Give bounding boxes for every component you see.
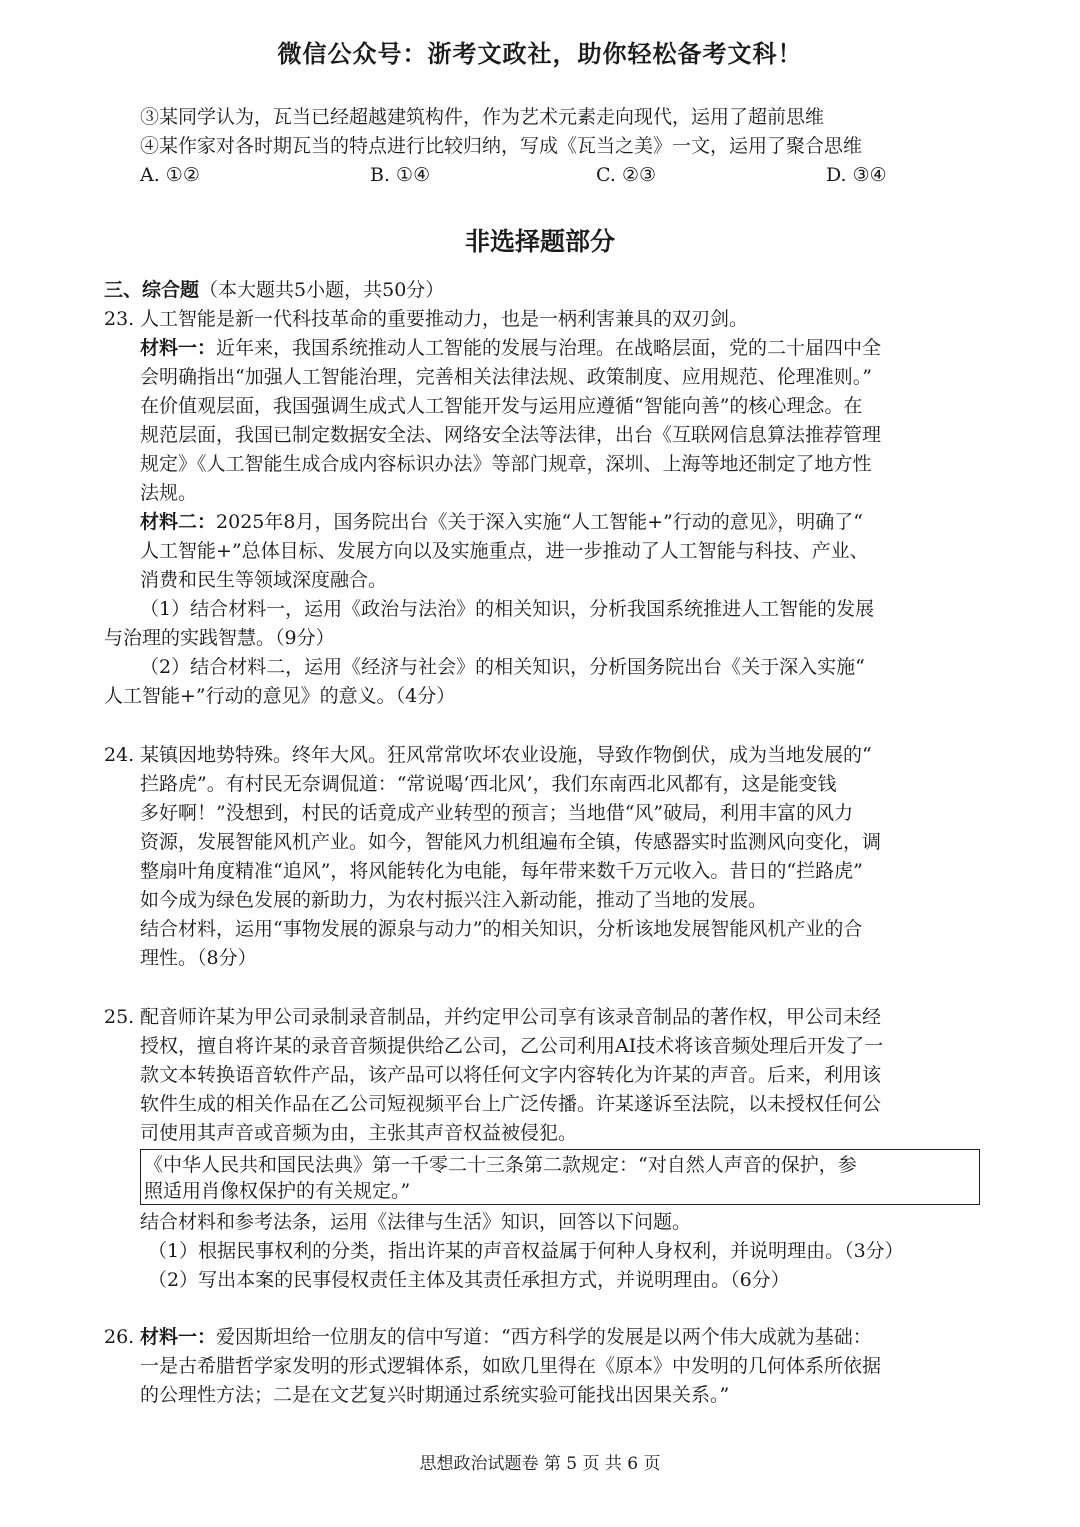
material-label: 材料一： bbox=[140, 1326, 217, 1348]
option-statement-3: ③某同学认为，瓦当已经超越建筑构件，作为艺术元素走向现代，运用了超前思维 bbox=[140, 106, 825, 128]
q25-line: 配音师许某为甲公司录制录音制品，并约定甲公司享有该录音制品的著作权，甲公司未经 bbox=[140, 1006, 882, 1028]
q23-subquestion-2: （2）结合材料二，运用《经济与社会》的相关知识，分析国务院出台《关于深入实施“ bbox=[140, 656, 865, 678]
material-text: 爱因斯坦给一位朋友的信中写道：“西方科学的发展是以两个伟大成就为基础： bbox=[216, 1326, 872, 1348]
q26-material1-line bbox=[140, 1323, 872, 1352]
page-header: 微信公众号：浙考文政社，助你轻松备考文科！ bbox=[277, 39, 803, 68]
material-text: 近年来，我国系统推动人工智能的发展与治理。在战略层面，党的二十届四中全 bbox=[216, 337, 882, 359]
q23-material2-line bbox=[140, 508, 863, 537]
q23-subquestion-1-cont: 与治理的实践智慧。（9分） bbox=[104, 627, 335, 649]
material-label: 材料二： bbox=[140, 511, 217, 533]
q23-material1-line: 会明确指出“加强人工智能治理，完善相关法律法规、政策制度、应用规范、伦理准则。” bbox=[140, 366, 872, 388]
q24-line: 结合材料，运用“事物发展的源泉与动力”的相关知识，分析该地发展智能风机产业的合 bbox=[140, 918, 863, 940]
q25-line: 款文本转换语音软件产品，该产品可以将任何文字内容转化为许某的声音。后来，利用该 bbox=[140, 1064, 882, 1086]
question-23-number: 23. bbox=[104, 308, 135, 330]
q25-instruction: 结合材料和参考法条，运用《法律与生活》知识，回答以下问题。 bbox=[140, 1211, 692, 1233]
part-note: （本大题共5小题，共50分） bbox=[199, 279, 445, 301]
law-reference-line: 《中华人民共和国民法典》第一千零二十三条第二款规定：“对自然人声音的保护，参 bbox=[144, 1154, 857, 1176]
q24-line: 某镇因地势特殊。终年大风。狂风常常吹坏农业设施，导致作物倒伏，成为当地发展的“ bbox=[140, 744, 872, 766]
q26-material1-line: 的公理性方法；二是在文艺复兴时期通过系统实验可能找出因果关系。” bbox=[140, 1384, 730, 1406]
question-23-stem: 人工智能是新一代科技革命的重要推动力，也是一柄利害兼具的双刃剑。 bbox=[140, 308, 749, 330]
question-26-number: 26. bbox=[104, 1326, 135, 1348]
q25-subquestion-2: （2）写出本案的民事侵权责任主体及其责任承担方式，并说明理由。（6分） bbox=[148, 1269, 790, 1291]
answer-option-d: D. ③④ bbox=[826, 164, 887, 186]
q23-material1-line: 在价值观层面，我国强调生成式人工智能开发与运用应遵循“智能向善”的核心理念。在 bbox=[140, 395, 863, 417]
answer-option-b: B. ①④ bbox=[370, 164, 431, 186]
part-heading bbox=[104, 276, 444, 305]
q23-material1-line: 规定》《人工智能生成合成内容标识办法》等部门规章，深圳、上海等地还制定了地方性 bbox=[140, 453, 872, 475]
law-reference-line: 照适用肖像权保护的有关规定。” bbox=[144, 1180, 411, 1202]
option-statement-4: ④某作家对各时期瓦当的特点进行比较归纳，写成《瓦当之美》一文，运用了聚合思维 bbox=[140, 135, 863, 157]
q23-material2-line: 人工智能+”总体目标、发展方向以及实施重点，进一步推动了人工智能与科技、产业、 bbox=[140, 540, 869, 562]
q26-material1-line: 一是古希腊哲学家发明的形式逻辑体系，如欧几里得在《原本》中发明的几何体系所依据 bbox=[140, 1355, 882, 1377]
q24-line: 拦路虎”。有村民无奈调侃道：“常说喝‘西北风’，我们东南西北风都有，这是能变钱 bbox=[140, 773, 837, 795]
question-25-number: 25. bbox=[104, 1006, 135, 1028]
q23-subquestion-2-cont: 人工智能+”行动的意见》的意义。（4分） bbox=[104, 685, 456, 707]
q25-line: 软件生成的相关作品在乙公司短视频平台上广泛传播。许某遂诉至法院，以未授权任何公 bbox=[140, 1093, 882, 1115]
q25-subquestion-1: （1）根据民事权利的分类，指出许某的声音权益属于何种人身权利，并说明理由。（3分） bbox=[148, 1240, 904, 1262]
q23-material1-line: 法规。 bbox=[140, 482, 198, 504]
question-24-number: 24. bbox=[104, 744, 135, 766]
q24-line: 整扇叶角度精准“追风”，将风能转化为电能，每年带来数千万元收入。昔日的“拦路虎” bbox=[140, 860, 863, 882]
part-label: 三、综合题 bbox=[104, 279, 200, 301]
q23-material1-line bbox=[140, 334, 881, 363]
q23-material1-line: 规范层面，我国已制定数据安全法、网络安全法等法律，出台《互联网信息算法推荐管理 bbox=[140, 424, 882, 446]
answer-option-c: C. ②③ bbox=[596, 164, 657, 186]
q24-line: 理性。（8分） bbox=[140, 947, 257, 969]
answer-option-a: A. ①② bbox=[140, 164, 200, 186]
material-label: 材料一： bbox=[140, 337, 217, 359]
q23-material2-line: 消费和民生等领域深度融合。 bbox=[140, 569, 388, 591]
material-text: 2025年8月，国务院出台《关于深入实施“人工智能+”行动的意见》，明确了“ bbox=[216, 511, 864, 533]
q23-subquestion-1: （1）结合材料一，运用《政治与法治》的相关知识，分析我国系统推进人工智能的发展 bbox=[140, 598, 875, 620]
q24-line: 多好啊！”没想到，村民的话竟成产业转型的预言；当地借“风”破局，利用丰富的风力 bbox=[140, 802, 854, 824]
q24-line: 如今成为绿色发展的新助力，为农村振兴注入新动能，推动了当地的发展。 bbox=[140, 889, 768, 911]
q25-line: 司使用其声音或音频为由，主张其声音权益被侵犯。 bbox=[140, 1122, 578, 1144]
q25-line: 授权，擅自将许某的录音音频提供给乙公司，乙公司利用AI技术将该音频处理后开发了一 bbox=[140, 1035, 884, 1057]
q24-line: 资源，发展智能风机产业。如今，智能风力机组遍布全镇，传感器实时监测风向变化，调 bbox=[140, 831, 882, 853]
section-title: 非选择题部分 bbox=[464, 227, 615, 256]
page-footer: 思想政治试题卷 第 5 页 共 6 页 bbox=[419, 1454, 661, 1474]
